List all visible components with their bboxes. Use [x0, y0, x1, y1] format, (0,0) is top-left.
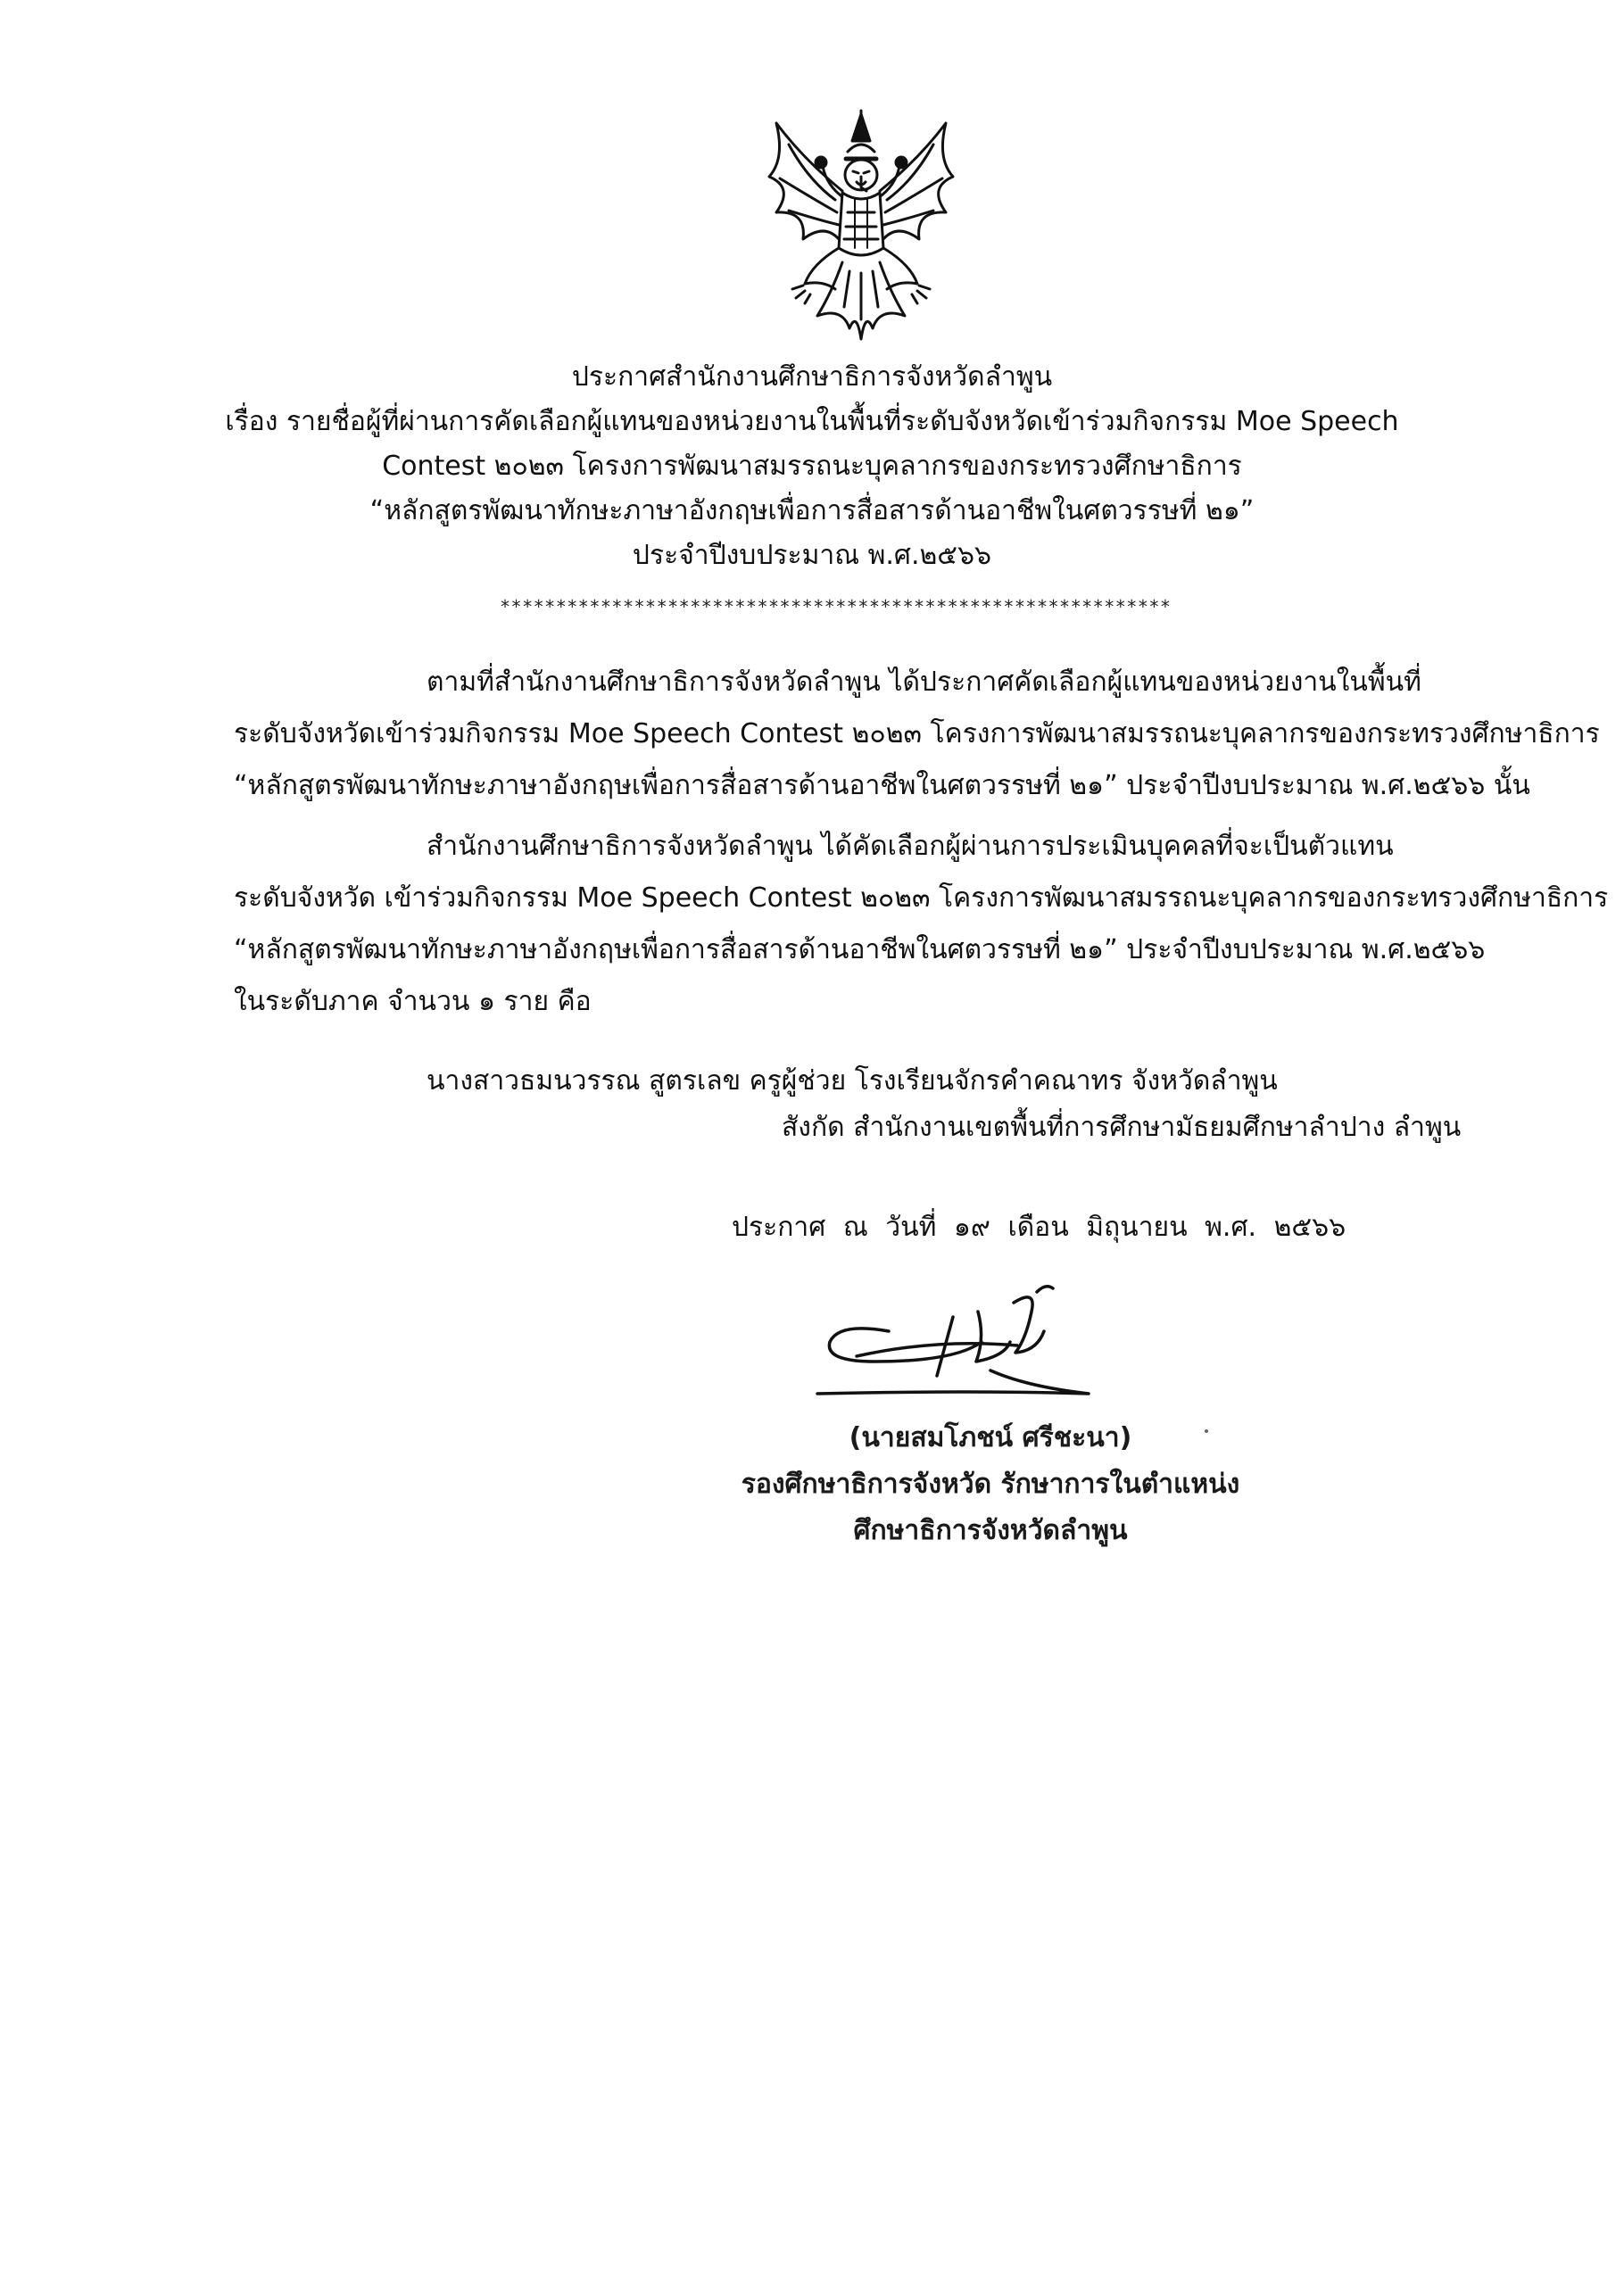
announcement-title	[223, 355, 1401, 578]
title-line: ประจำปีงบประมาณ พ.ศ.๒๕๖๖	[632, 540, 992, 571]
nominee-affiliation-line: สังกัด สำนักงานเขตพื้นที่การศึกษามัธยมศึกษาลำปาง ลำพูน	[782, 1112, 1462, 1143]
nominee-name-line: นางสาวธมนวรรณ สูตรเลข ครูผู้ช่วย โรงเรียนจักรคำคณาทร จังหวัดลำพูน	[427, 1065, 1278, 1097]
title-line: เรื่อง รายชื่อผู้ที่ผ่านการคัดเลือกผู้แทนของหน่วยงานในพื้นที่ระดับจังหวัดเข้าร่วมกิจกรรม Moe Speech	[225, 406, 1399, 437]
asterisk-separator: ************************************************************	[500, 596, 1172, 617]
paragraph-background	[234, 657, 1600, 812]
title-line: “หลักสูตรพัฒนาทักษะภาษาอังกฤษเพื่อการสื่อสารด้านอาชีพในศตวรรษที่ ๒๑”	[369, 495, 1255, 526]
announcement-date: ประกาศ ณ วันที่ ๑๙ เดือน มิถุนายน พ.ศ. ๒๕๖๖	[732, 1212, 1346, 1243]
paragraph-line: สำนักงานศึกษาธิการจังหวัดลำพูน ได้คัดเลือกผู้ผ่านการประเมินบุคคลที่จะเป็นตัวแทน	[427, 831, 1394, 862]
paragraph-line: ในระดับภาค จำนวน ๑ ราย คือ	[234, 986, 592, 1017]
nominee-entry	[427, 1058, 1461, 1151]
paragraph-line: “หลักสูตรพัฒนาทักษะภาษาอังกฤษเพื่อการสื่อสารด้านอาชีพในศตวรรษที่ ๒๑” ประจำปีงบประมาณ พ.ศ.๒๕๖๖ นั้น	[234, 770, 1530, 801]
garuda-emblem-icon	[750, 105, 973, 346]
paragraph-line: ตามที่สำนักงานศึกษาธิการจังหวัดลำพูน ได้ประกาศคัดเลือกผู้แทนของหน่วยงานในพื้นที่	[427, 666, 1421, 698]
signer-position: ศึกษาธิการจังหวัดลำพูน	[853, 1515, 1128, 1546]
paragraph-selection	[234, 821, 1609, 1028]
paragraph-line: “หลักสูตรพัฒนาทักษะภาษาอังกฤษเพื่อการสื่อสารด้านอาชีพในศตวรรษที่ ๒๑” ประจำปีงบประมาณ พ.ศ.๒๕๖๖	[234, 934, 1486, 965]
handwritten-signature-icon	[803, 1276, 1178, 1410]
signer-name: (นายสมโภชน์ ศรีชะนา)	[849, 1422, 1132, 1453]
title-line: Contest ๒๐๒๓ โครงการพัฒนาสมรรถนะบุคลากรของกระทรวงศึกษาธิการ	[382, 451, 1242, 482]
paragraph-line: ระดับจังหวัดเข้าร่วมกิจกรรม Moe Speech Contest ๒๐๒๓ โครงการพัฒนาสมรรถนะบุคลากรของกระทรวงศึกษาธิการ	[234, 718, 1600, 749]
signer-position: รองศึกษาธิการจังหวัด รักษาการในตำแหน่ง	[741, 1469, 1240, 1500]
paragraph-line: ระดับจังหวัด เข้าร่วมกิจกรรม Moe Speech Contest ๒๐๒๓ โครงการพัฒนาสมรรถนะบุคลากรของกระทรวงศึกษาธิการ	[234, 882, 1609, 914]
signer-block	[714, 1415, 1267, 1554]
title-line: ประกาศสำนักงานศึกษาธิการจังหวัดลำพูน	[571, 361, 1053, 393]
